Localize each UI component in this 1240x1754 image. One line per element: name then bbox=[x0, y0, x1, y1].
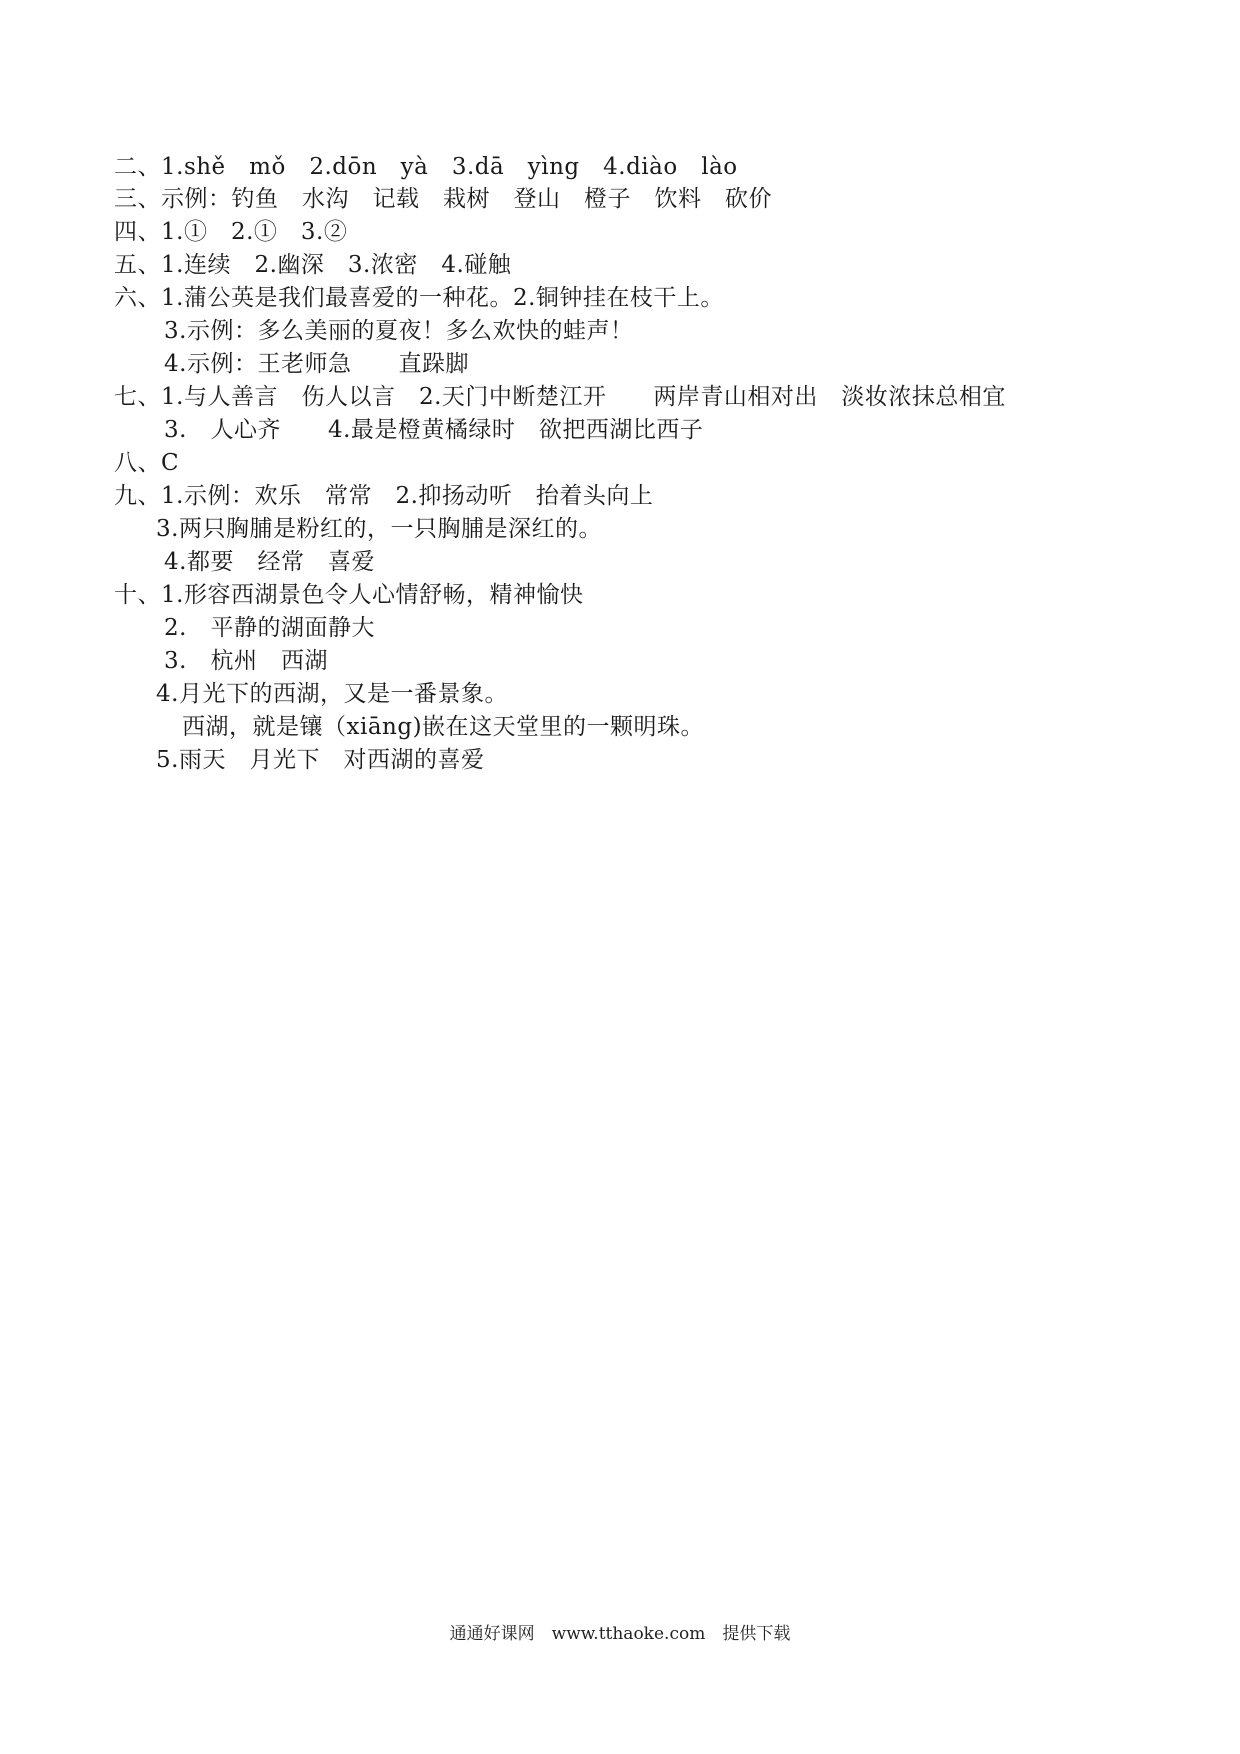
answer-section-10-item-3: 3. 杭州 西湖 bbox=[164, 648, 328, 674]
answer-section-9-item-4: 4.都要 经常 喜爱 bbox=[164, 549, 375, 575]
answer-section-8: 八、C bbox=[114, 450, 180, 476]
answer-section-9-item-1: 九、1.示例：欢乐 常常 2.抑扬动听 抬着头向上 bbox=[114, 483, 654, 509]
answer-section-5: 五、1.连续 2.幽深 3.浓密 4.碰触 bbox=[114, 252, 512, 278]
answer-section-10-item-4: 4.月光下的西湖，又是一番景象。 bbox=[156, 681, 508, 707]
answer-section-4: 四、1.① 2.① 3.② bbox=[114, 219, 348, 245]
page-footer: 通通好课网 www.tthaoke.com 提供下载 bbox=[449, 1624, 791, 1644]
answer-section-10-item-2: 2. 平静的湖面静大 bbox=[164, 615, 375, 641]
answer-section-6-item-3: 3.示例：多么美丽的夏夜！多么欢快的蛙声！ bbox=[164, 318, 634, 344]
answer-section-3: 三、示例：钓鱼 水沟 记载 栽树 登山 橙子 饮料 砍价 bbox=[114, 186, 772, 212]
answer-section-10-item-5: 5.雨天 月光下 对西湖的喜爱 bbox=[156, 747, 485, 773]
answer-section-10-item-4-line-2: 西湖，就是镶（xiāng)嵌在这天堂里的一颗明珠。 bbox=[182, 714, 705, 740]
answer-section-10-item-1: 十、1.形容西湖景色令人心情舒畅，精神愉快 bbox=[114, 582, 584, 608]
answer-section-7-item-3: 3. 人心齐 4.最是橙黄橘绿时 欲把西湖比西子 bbox=[164, 417, 704, 443]
answer-section-6-item-1: 六、1.蒲公英是我们最喜爱的一种花。2.铜钟挂在枝干上。 bbox=[114, 285, 724, 311]
answer-section-7-item-1: 七、1.与人善言 伤人以言 2.天门中断楚江开 两岸青山相对出 淡妆浓抹总相宜 bbox=[114, 384, 1006, 410]
answer-section-9-item-3: 3.两只胸脯是粉红的，一只胸脯是深红的。 bbox=[156, 516, 602, 542]
answer-section-6-item-4: 4.示例：王老师急 直跺脚 bbox=[164, 351, 469, 377]
answer-section-2: 二、1.shě mǒ 2.dōn yà 3.dā yìng 4.diào lào bbox=[114, 154, 738, 180]
